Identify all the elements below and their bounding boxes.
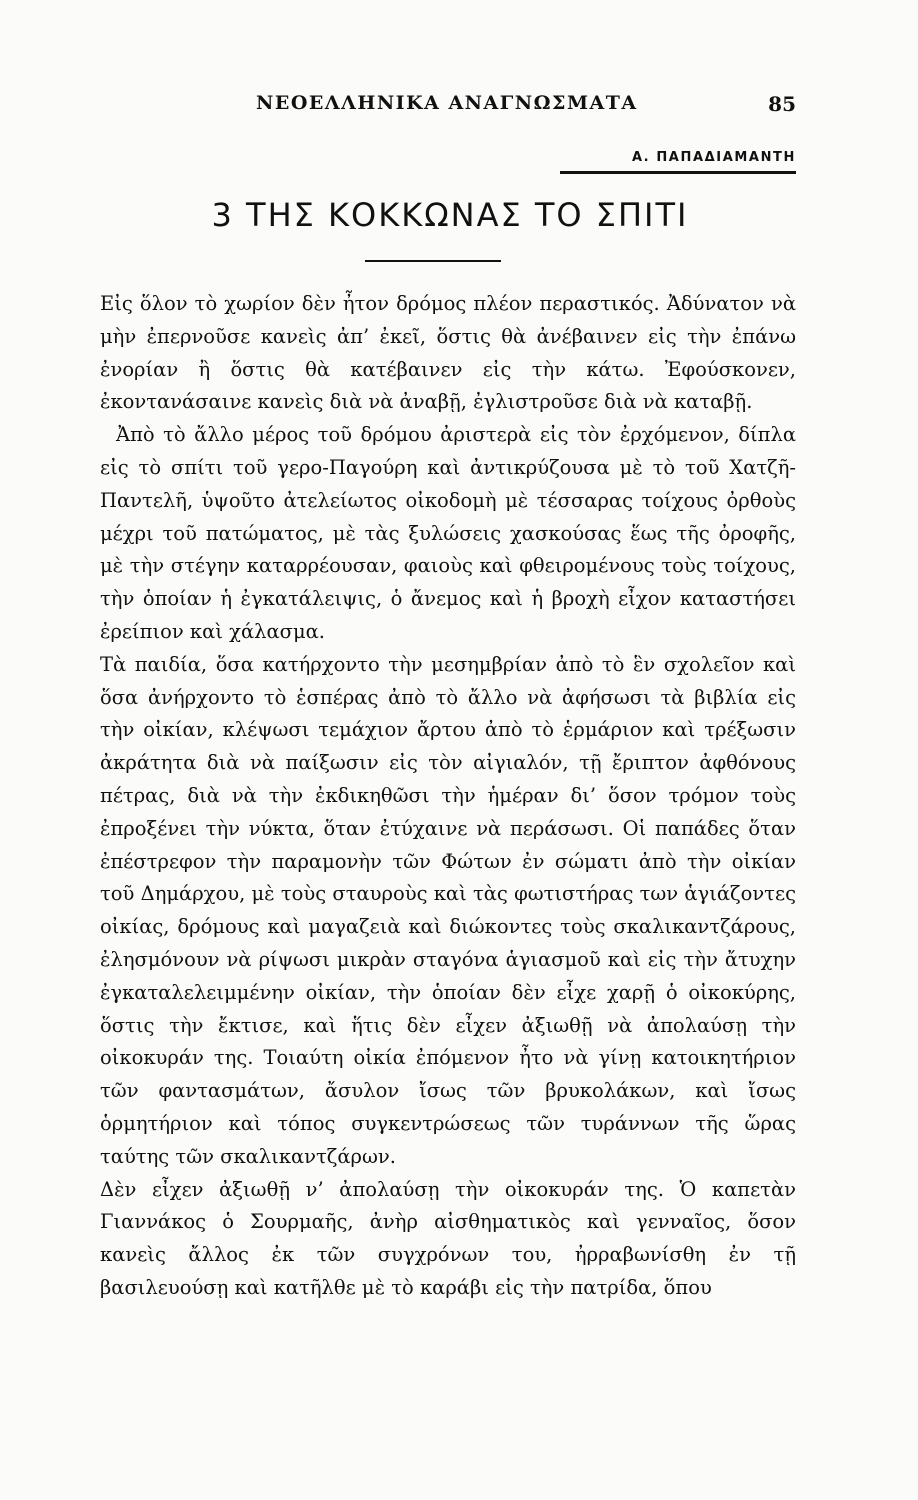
author-block [560,150,796,174]
page-number: 85 [768,92,796,116]
running-title: ΝΕΟΕΛΛΗΝΙΚΑ ΑΝΑΓΝΩΣΜΑΤΑ [256,92,638,114]
author-rule [560,171,796,174]
title-rule [365,260,501,262]
author-name: Α. ΠΑΠΑΔΙΑΜΑΝΤΗ [632,150,796,165]
text-body [100,288,796,1305]
paragraph-4: Δὲν εἶχεν ἀξιωθῇ ν’ ἀπολαύσῃ τὴν οἰκοκυράν της. Ὁ καπετὰν Γιαννάκος ὁ Σουρμαῆς, ἀνὴρ αἰσθηματικὸς καὶ γενναῖος, ὅσον κανεὶς ἄλλος ἐκ τῶν συγχρόνων του, ἠρραβωνίσθη ἐν τῇ βασιλευούσῃ καὶ κατῆλθε μὲ τὸ καράβι εἰς τὴν πατρίδα, ὅπου [100,1177,796,1299]
running-head [256,92,796,122]
paragraph-3: Τὰ παιδία, ὅσα κατήρχοντο τὴν μεσημβρίαν ἀπὸ τὸ ἓν σχολεῖον καὶ ὅσα ἀνήρχοντο τὸ ἑσπέρας ἀπὸ τὸ ἄλλο νὰ ἀφήσωσι τὰ βιβλία εἰς τὴν οἰκίαν, κλέψωσι τεμάχιον ἄρτου ἀπὸ τὸ ἑρμάριον καὶ τρέξωσιν ἀκράτητα διὰ νὰ παίξωσιν εἰς τὸν αἰγιαλόν, τῇ ἔριπτον ἀφθόνους πέτρας, διὰ νὰ τὴν ἐκδικηθῶσι τὴν ἡμέραν δι’ ὅσον τρόμον τοὺς ἐπροξένει τὴν νύκτα, ὅταν ἐτύχαινε νὰ περάσωσι. Οἱ παπάδες ὅταν ἐπέστρεφον τὴν παραμονὴν τῶν Φώτων ἐν σώματι ἀπὸ τὴν οἰκίαν τοῦ Δημάρχου, μὲ τοὺς σταυροὺς καὶ τὰς φωτιστήρας των ἁγιάζοντες οἰκίας, δρόμους καὶ μαγαζειὰ καὶ διώκοντες τοὺς σκαλικαντζάρους, ἐλησμόνουν νὰ ρίψωσι μικρὰν σταγόνα ἁγιασμοῦ καὶ εἰς τὴν ἄτυχην ἐγκαταλελειμμένην οἰκίαν, τὴν ὁποίαν δὲν εἶχε χαρῇ ὁ οἰκοκύρης, ὅστις τὴν ἔκτισε, καὶ ἥτις δὲν εἶχεν ἀξιωθῇ νὰ ἀπολαύσῃ τὴν οἰκοκυράν της. Τοιαύτη οἰκία ἐπόμενον ἦτο νὰ γίνῃ κατοικητήριον τῶν φαντασμάτων, ἄσυλον ἴσως τῶν βρυκολάκων, καὶ ἴσως ὁρμητήριον καὶ τόπος συγκεντρώσεως τῶν τυράννων τῆς ὥρας ταύτης τῶν σκαλικαντζάρων. [100,652,796,1168]
story-title: 3 ΤΗΣ ΚΟΚΚΩΝΑΣ ΤΟ ΣΠΙΤΙ [211,196,689,234]
paragraph-2: Ἀπὸ τὸ ἄλλο μέρος τοῦ δρόμου ἀριστερὰ εἰς τὸν ἐρχόμενον, δίπλα εἰς τὸ σπίτι τοῦ γερο-Παγούρη καὶ ἀντικρύζουσα μὲ τὸ τοῦ Χατζῆ-Παντελῆ, ὑψοῦτο ἀτελείωτος οἰκοδομὴ μὲ τέσσαρας τοίχους ὀρθοὺς μέχρι τοῦ πατώματος, μὲ τὰς ξυλώσεις χασκούσας ἕως τῆς ὀροφῆς, μὲ τὴν στέγην καταρρέουσαν, φαιοὺς καὶ φθειρομένους τοὺς τοίχους, τὴν ὁποίαν ἡ ἐγκατάλειψις, ὁ ἄνεμος καὶ ἡ βροχὴ εἶχον καταστήσει ἐρείπιον καὶ χάλασμα. [100,423,796,643]
paragraph-1: Εἰς ὅλον τὸ χωρίον δὲν ἦτον δρόμος πλέον περαστικός. Ἀδύνατον νὰ μὴν ἐπερνοῦσε κανεὶς ἀπ’ ἐκεῖ, ὅστις θὰ ἀνέβαινεν εἰς τὴν ἐπάνω ἐνορίαν ἢ ὅστις θὰ κατέβαινεν εἰς τὴν κάτω. Ἐφούσκονεν, ἐκοντανάσαινε κανεὶς διὰ νὰ ἀναβῇ, ἐγλιστροῦσε διὰ νὰ καταβῇ. [100,292,796,414]
